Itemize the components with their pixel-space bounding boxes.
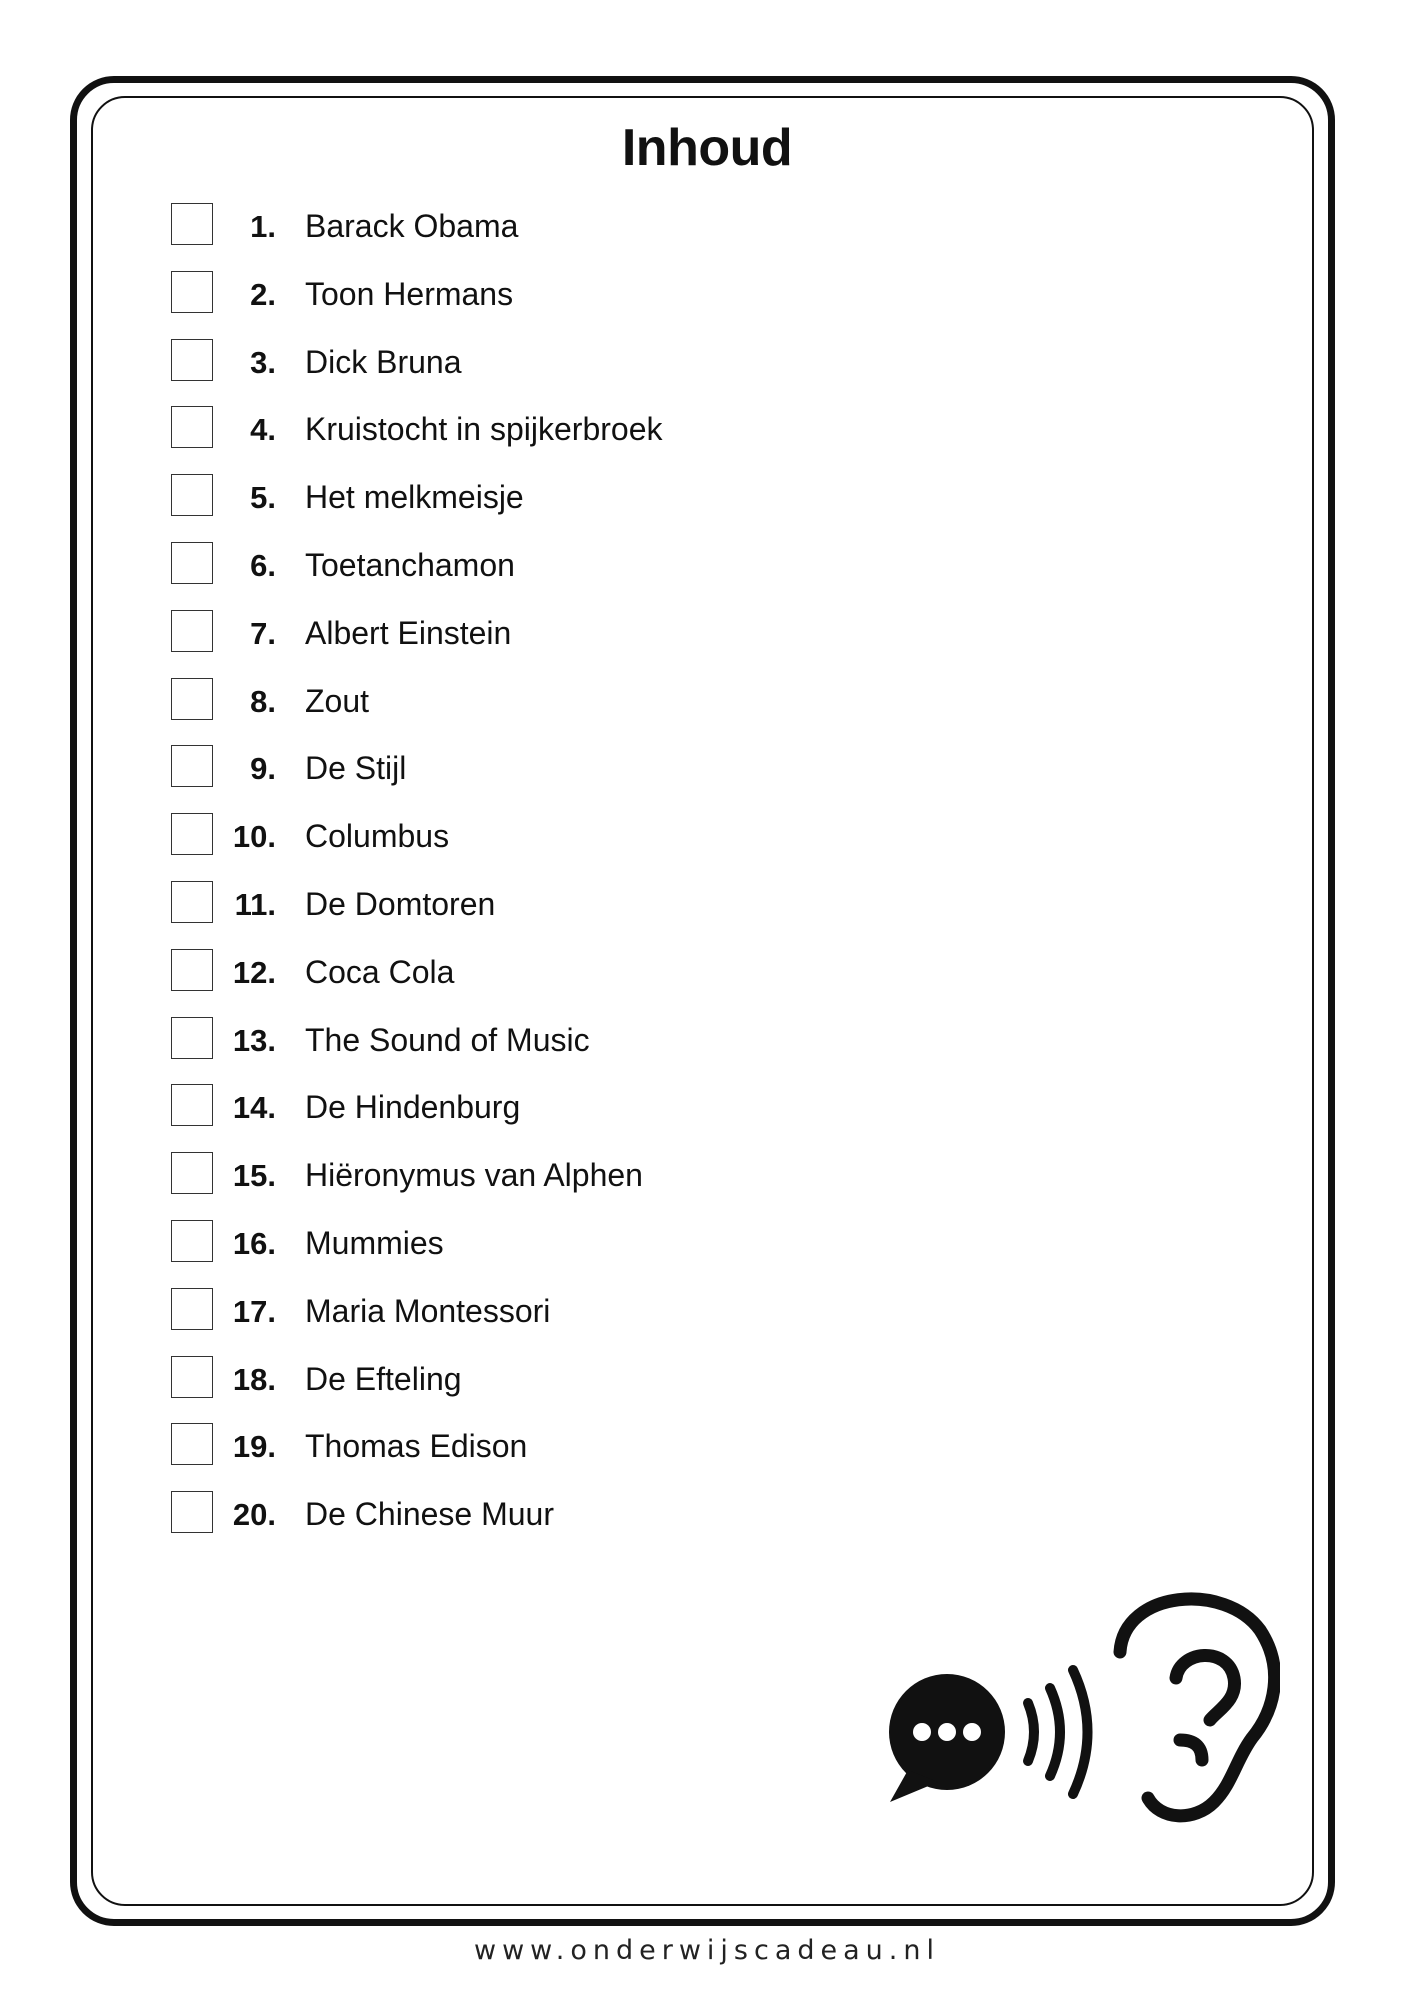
item-number: 9. bbox=[250, 751, 276, 787]
item-label: De Domtoren bbox=[305, 886, 496, 922]
checkbox[interactable] bbox=[171, 1152, 213, 1194]
item-label: Het melkmeisje bbox=[305, 479, 524, 516]
item-number: 11. bbox=[234, 887, 276, 922]
checkbox[interactable] bbox=[171, 1423, 213, 1465]
ear-icon bbox=[1120, 1599, 1275, 1816]
checkbox[interactable] bbox=[171, 881, 213, 923]
list-item bbox=[0, 1491, 900, 1535]
item-number: 19. bbox=[232, 1429, 276, 1465]
item-number: 3. bbox=[250, 344, 276, 380]
list-item bbox=[0, 1084, 900, 1128]
checkbox[interactable] bbox=[171, 813, 213, 855]
item-label: Mummies bbox=[305, 1225, 444, 1261]
item-label: De Chinese Muur bbox=[305, 1496, 554, 1533]
item-number: 6. bbox=[250, 548, 276, 583]
checkbox[interactable] bbox=[171, 949, 213, 991]
item-label: Toon Hermans bbox=[305, 275, 514, 312]
item-label: De Hindenburg bbox=[305, 1089, 521, 1126]
checkbox[interactable] bbox=[171, 1491, 213, 1533]
checkbox[interactable] bbox=[171, 339, 213, 381]
item-label: Kruistocht in spijkerbroek bbox=[305, 411, 663, 448]
list-item bbox=[0, 542, 900, 586]
item-number: 18. bbox=[232, 1361, 276, 1397]
checkbox[interactable] bbox=[171, 542, 213, 584]
footer-url: www.onderwijscadeau.nl bbox=[474, 1935, 940, 1966]
speech-bubble-icon bbox=[889, 1674, 1005, 1802]
checkbox[interactable] bbox=[171, 406, 213, 448]
list-item bbox=[0, 745, 900, 789]
item-label: Dick Bruna bbox=[305, 343, 462, 380]
item-label: Zout bbox=[305, 682, 370, 719]
list-item bbox=[0, 1356, 900, 1400]
item-number: 5. bbox=[250, 480, 276, 516]
item-number: 7. bbox=[250, 615, 276, 651]
checkbox[interactable] bbox=[171, 1084, 213, 1126]
item-label: Toetanchamon bbox=[305, 547, 515, 583]
item-label: De Efteling bbox=[305, 1360, 462, 1397]
list-item bbox=[0, 610, 900, 654]
checkbox[interactable] bbox=[171, 271, 213, 313]
checkbox[interactable] bbox=[171, 745, 213, 787]
checkbox[interactable] bbox=[171, 203, 213, 245]
checkbox[interactable] bbox=[171, 1356, 213, 1398]
checkbox[interactable] bbox=[171, 610, 213, 652]
item-number: 15. bbox=[232, 1158, 276, 1194]
item-label: Albert Einstein bbox=[305, 614, 512, 651]
item-label: Thomas Edison bbox=[305, 1428, 528, 1465]
item-label: Coca Cola bbox=[305, 953, 455, 990]
page-title: Inhoud bbox=[621, 119, 793, 177]
list-item bbox=[0, 474, 900, 518]
item-number: 12. bbox=[232, 954, 276, 990]
list-item bbox=[0, 1152, 900, 1196]
list-item bbox=[0, 203, 900, 247]
item-label: Hiëronymus van Alphen bbox=[305, 1157, 643, 1194]
speech-bubble-sound-ear-icon bbox=[880, 1570, 1280, 1830]
checkbox[interactable] bbox=[171, 1017, 213, 1059]
list-item bbox=[0, 881, 900, 925]
item-number: 17. bbox=[232, 1293, 276, 1329]
list-item bbox=[0, 271, 900, 315]
list-item bbox=[0, 1423, 900, 1467]
item-label: The Sound of Music bbox=[305, 1021, 590, 1058]
list-item bbox=[0, 1220, 900, 1264]
list-item bbox=[0, 678, 900, 722]
item-number: 1. bbox=[250, 209, 276, 244]
item-number: 16. bbox=[232, 1226, 276, 1261]
sound-waves-icon bbox=[1028, 1670, 1088, 1794]
item-number: 13. bbox=[232, 1022, 276, 1058]
item-number: 14. bbox=[232, 1090, 276, 1126]
item-number: 2. bbox=[250, 276, 276, 312]
item-number: 20. bbox=[232, 1497, 276, 1533]
list-item bbox=[0, 406, 900, 450]
list-item bbox=[0, 1017, 900, 1061]
item-number: 10. bbox=[232, 819, 276, 855]
checkbox[interactable] bbox=[171, 474, 213, 516]
list-item bbox=[0, 949, 900, 993]
checkbox[interactable] bbox=[171, 1220, 213, 1262]
item-number: 8. bbox=[250, 683, 276, 719]
item-label: Columbus bbox=[305, 818, 450, 855]
checkbox[interactable] bbox=[171, 1288, 213, 1330]
checkbox[interactable] bbox=[171, 678, 213, 720]
item-number: 4. bbox=[250, 412, 276, 448]
list-item bbox=[0, 339, 900, 383]
item-label: Barack Obama bbox=[305, 208, 519, 244]
list-item bbox=[0, 813, 900, 857]
item-label: De Stijl bbox=[305, 750, 407, 787]
item-label: Maria Montessori bbox=[305, 1292, 551, 1329]
list-item bbox=[0, 1288, 900, 1332]
